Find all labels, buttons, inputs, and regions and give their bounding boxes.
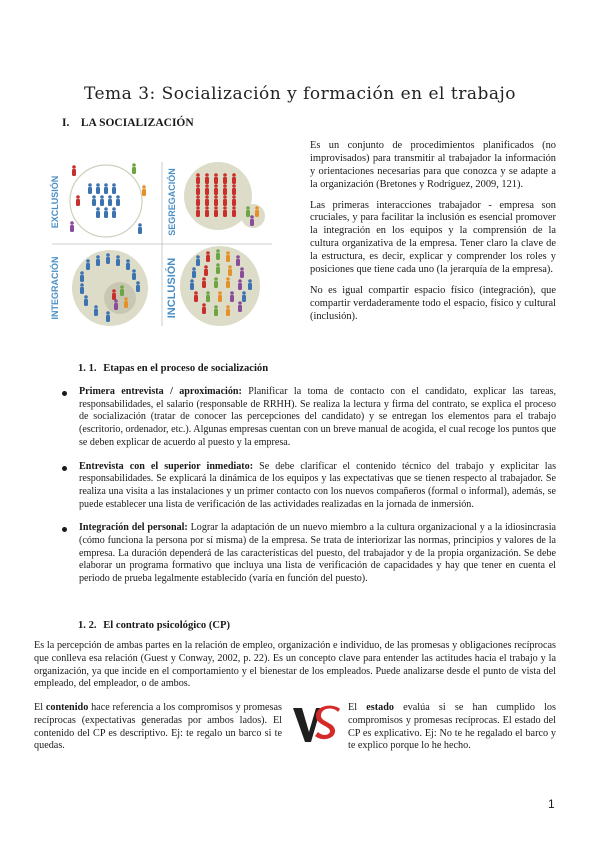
person-icon [96, 255, 100, 266]
contrato-psicologico-paragraph: Es la percepción de ambas partes en la relación de empleo, organización e individuo, de las promesas y obligaciones recíprocas que conlleva esa relación (Guest y Conway, 2002, p. 22). Es un concepto clave para entender las actitudes hacia el trabajo y la organización, ya que incide en el comportamiento y el bienestar de los empleados. Puede analizarse desde el punto de vista del empleado, del empleador, o de ambos. [34, 640, 556, 690]
person-icon [242, 291, 246, 302]
person-icon [92, 195, 96, 206]
person-icon [204, 265, 208, 276]
person-icon [72, 165, 76, 176]
person-icon [228, 265, 232, 276]
person-icon [132, 269, 136, 280]
label-inclusion: INCLUSIÓN [166, 257, 178, 319]
person-icon [104, 207, 108, 218]
person-icon [255, 206, 259, 217]
intro-paragraph: No es igual compartir espacio físico (integración), que compartir verdaderamente todo el espacio, físico y cultural (inclusión). [310, 284, 556, 322]
person-icon [114, 299, 118, 310]
intro-paragraph: Las primeras interacciones trabajador - empresa son cruciales, y para facilitar la inclusión es esencial promover la integración en los equipos y la comprensión de la cultura organizativa de la empresa. Tener claro la clave de la estructura, es decir, explicar y comprender los roles y posiciones que tiene cada uno (la jerarquía de la empresa). [310, 199, 556, 276]
person-icon [120, 285, 124, 296]
person-icon [126, 259, 130, 270]
person-icon [246, 206, 250, 217]
document-title: Tema 3: Socialización y formación en el trabajo [83, 84, 517, 104]
person-icon [205, 206, 209, 217]
person-icon [232, 173, 236, 184]
subsection-heading-contrato [78, 620, 230, 631]
person-icon [108, 195, 112, 206]
etapas-list [62, 386, 556, 586]
inclusion-diagram-figure [48, 158, 276, 330]
person-icon [205, 184, 209, 195]
list-item [62, 461, 556, 512]
person-icon [104, 183, 108, 194]
person-icon [214, 195, 218, 206]
person-icon [232, 184, 236, 195]
bullet-icon [62, 391, 67, 396]
person-icon [142, 185, 146, 196]
person-icon [116, 255, 120, 266]
subsection-title: Etapas en el proceso de socialización [103, 363, 269, 374]
person-icon [136, 281, 140, 292]
person-icon [206, 251, 210, 262]
person-icon [232, 206, 236, 217]
person-icon [192, 267, 196, 278]
person-icon [100, 195, 104, 206]
person-icon [223, 173, 227, 184]
list-item [62, 522, 556, 586]
person-icon [96, 183, 100, 194]
bullet-text: Planificar la toma de contacto con el candidato, explicar las tareas, responsabilidades, el salario (responsable de RRHH). Se realiza la lectura y firma del contrato, se explica el proceso de socialización (tratar de conocer las percepciones del candidato) y se entregan los elementos para el trabajo (escritorio, ordenador, etc.). Algunas empresas cuentan con un breve manual de acogida, el cual recoge los puntos que se deben explicar de acuerdo al puesto y la empresa. [79, 386, 556, 448]
page-number: 1 [548, 797, 555, 811]
person-icon [216, 249, 220, 260]
person-icon [124, 297, 128, 308]
label-segregation: SEGREGACIÓN [167, 168, 177, 236]
person-icon [84, 295, 88, 306]
person-icon [214, 277, 218, 288]
person-icon [230, 291, 234, 302]
person-icon [238, 279, 242, 290]
person-icon [226, 277, 230, 288]
list-item [62, 386, 556, 450]
estado-paragraph [348, 702, 556, 753]
text-run: evalúa si se han cumplido los compromisos y promesas recíprocas. El estado del CP es explicativo. Ej: No te he regalado el barco y te explico porque lo he hecho. [348, 702, 556, 752]
person-icon [218, 291, 222, 302]
person-icon [216, 263, 220, 274]
person-icon [138, 223, 142, 234]
person-icon [112, 183, 116, 194]
person-icon [226, 251, 230, 262]
person-icon [88, 183, 92, 194]
bullet-lead: Integración del personal: [79, 522, 188, 534]
person-icon [206, 291, 210, 302]
person-icon [214, 184, 218, 195]
person-icon [223, 195, 227, 206]
socializacion-intro [310, 140, 556, 332]
person-icon [232, 195, 236, 206]
person-icon [205, 173, 209, 184]
person-icon [112, 207, 116, 218]
bullet-text: Lograr la adaptación de un nuevo miembro a la cultura organizacional y a la idiosincrasia (cómo funciona la persona por sí misma) de la empresa. Se trata de interiorizar las normas, principios y valores de la empresa. La duración dependerá de las características del puesto, del trabajador y de la propia organización. Se debe elaborar un programa formativo que incluya una lista de verificación de capacidades y hay que tener en cuenta el periodo de prueba legalmente establecido (varía en función del puesto). [79, 522, 556, 585]
person-icon [70, 221, 74, 232]
quadrant-inclusion [180, 246, 260, 326]
bullet-icon [62, 527, 67, 532]
quadrant-exclusion [70, 163, 146, 237]
person-icon [223, 184, 227, 195]
label-integration: INTEGRACIÓN [50, 256, 60, 320]
person-icon [214, 206, 218, 217]
term-contenido: contenido [45, 702, 89, 713]
label-exclusion: EXCLUSIÓN [50, 175, 60, 229]
person-icon [196, 173, 200, 184]
person-icon [106, 253, 110, 264]
section-title: LA SOCIALIZACIÓN [80, 117, 194, 129]
person-icon [202, 303, 206, 314]
subsection-title: El contrato psicológico (CP) [103, 620, 231, 631]
intro-paragraph: Es un conjunto de procedimientos planificados (no improvisados) para transmitir al trabajador la información y orientaciones necesarias para que conozca y se adapte a la organización (Bretones y Rodríguez, 2009, 121). [310, 140, 556, 190]
quadrant-integration [72, 250, 148, 326]
person-icon [214, 173, 218, 184]
person-icon [80, 271, 84, 282]
person-icon [196, 206, 200, 217]
person-icon [205, 195, 209, 206]
person-icon [190, 279, 194, 290]
person-icon [248, 279, 252, 290]
person-icon [238, 301, 242, 312]
bullet-icon [62, 466, 67, 471]
person-icon [194, 291, 198, 302]
section-heading-socializacion [62, 117, 194, 129]
text-run: El [348, 702, 367, 713]
person-icon [240, 267, 244, 278]
person-icon [80, 283, 84, 294]
subsection-number: 1. 1. [78, 363, 97, 374]
person-icon [86, 259, 90, 270]
person-icon [226, 305, 230, 316]
person-icon [116, 195, 120, 206]
person-icon [112, 289, 116, 300]
quadrant-segregation [184, 162, 265, 230]
person-icon [196, 195, 200, 206]
text-run: hace referencia a los compromisos y promesas recíprocas (expectativas generadas por ambos lados). El contenido del CP es descriptivo. Ej: te regalo un barco si te quedas. [34, 702, 282, 752]
contenido-paragraph [34, 702, 282, 753]
person-icon [106, 311, 110, 322]
text-run: El [34, 702, 46, 713]
person-icon [250, 215, 254, 226]
person-icon [132, 163, 136, 174]
subsection-heading-etapas [78, 363, 268, 374]
person-icon [202, 277, 206, 288]
term-estado: estado [366, 702, 394, 713]
person-icon [236, 255, 240, 266]
person-icon [223, 206, 227, 217]
person-icon [196, 255, 200, 266]
bullet-lead: Primera entrevista / aproximación: [79, 386, 242, 397]
bullet-lead: Entrevista con el superior inmediato: [79, 460, 254, 472]
bullet-text: Se debe clarificar el contenido técnico del trabajo y explicitar las responsabilidades. Se explicará la dinámica de los equipos y las expectativas que se tienen respecto al trabajador. Se realiza una visita a las instalaciones y un primer contacto con los nuevos compañeros (formal o informal), además, se puede establecer una lista de verificación de las actividades realizadas en la jornada de inmersión. [79, 460, 557, 510]
person-icon [214, 305, 218, 316]
person-icon [76, 195, 80, 206]
person-icon [96, 207, 100, 218]
subsection-number: 1. 2. [78, 620, 97, 631]
section-number: I. [62, 117, 70, 129]
vs-logo [288, 700, 344, 748]
person-icon [94, 305, 98, 316]
person-icon [196, 184, 200, 195]
